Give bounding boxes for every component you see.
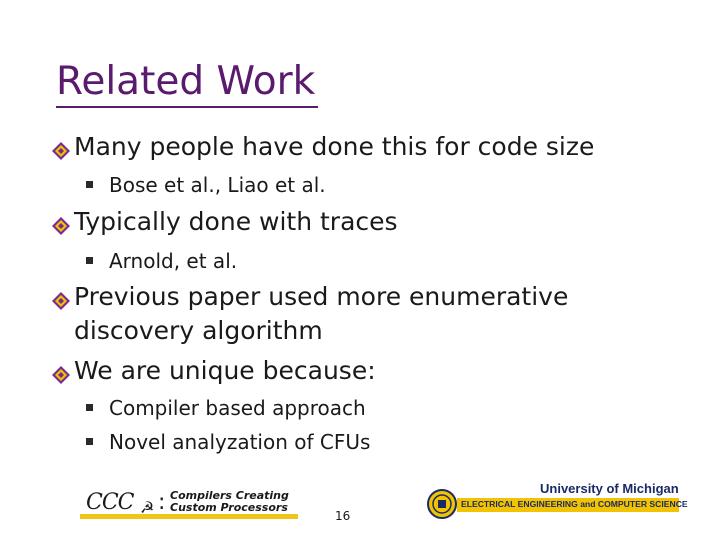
bullet-text: Many people have done this for code size [74,132,595,161]
diamond-bullet-icon [52,135,74,169]
square-bullet-icon [86,438,93,445]
sub-bullet-item [86,246,237,276]
ccc-logo [80,488,300,524]
title-underline [56,106,318,108]
ccc-tagline-line1: Compilers Creating [170,489,289,502]
bullet-text: Previous paper used more enumerative discovery algorithm [74,282,569,345]
sub-bullet-item [86,427,370,457]
diamond-bullet-icon [52,359,74,393]
page-number: 16 [335,509,351,523]
sub-bullet-item [86,170,326,200]
ccc-tagline [170,490,289,514]
bullet-text: We are unique because: [74,356,376,385]
bullet-text: Typically done with traces [74,207,398,236]
sub-bullet-text: Compiler based approach [109,396,366,420]
square-bullet-icon [86,257,93,264]
bullet-item [52,205,652,244]
university-seal-icon [427,489,457,519]
diamond-bullet-icon [52,285,74,319]
sub-bullet-text: Novel analyzation of CFUs [109,430,371,454]
university-name: University of Michigan [540,481,679,496]
ccc-logo-text: CCC [86,490,134,515]
sub-bullet-text: Bose et al., Liao et al. [109,173,326,197]
square-bullet-icon [86,404,93,411]
slide-title: Related Work [56,59,316,104]
diamond-bullet-icon [52,210,74,244]
sub-bullet-item [86,393,366,423]
um-eecs-logo [427,481,688,521]
ccc-logo-colon: : [158,490,166,515]
square-bullet-icon [86,181,93,188]
hammer-sickle-icon: ☭ [140,498,155,517]
department-name: ELECTRICAL ENGINEERING and COMPUTER SCIENCE [461,499,688,509]
bullet-item [52,354,652,393]
bullet-item [52,130,652,169]
sub-bullet-text: Arnold, et al. [109,249,238,273]
bullet-item [52,280,652,348]
ccc-tagline-line2: Custom Processors [170,501,288,514]
